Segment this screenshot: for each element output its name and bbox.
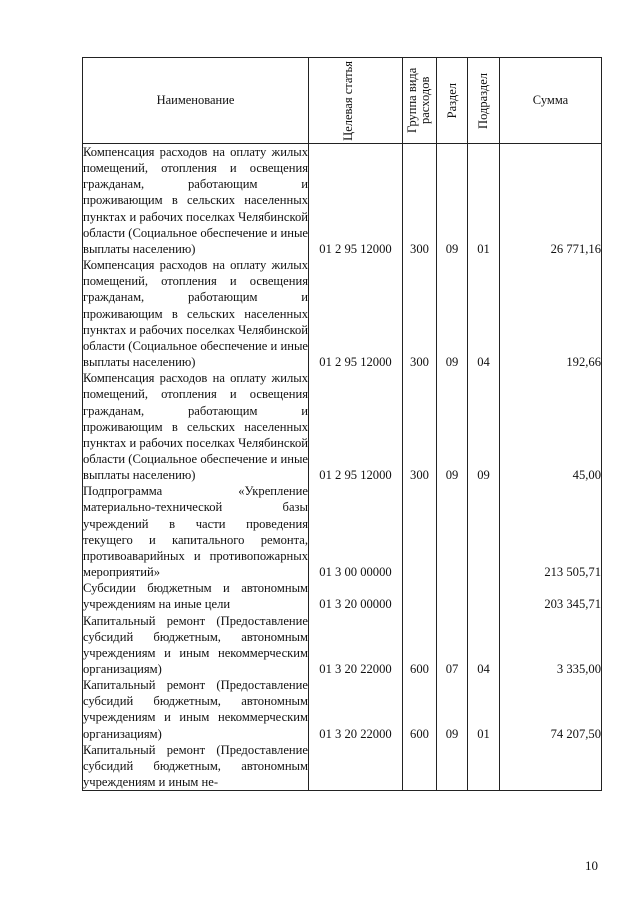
row-target-article: 01 3 00 00000 [309, 483, 403, 580]
row-target-article: 01 3 20 00000 [309, 580, 403, 612]
header-sum: Сумма [500, 58, 602, 144]
row-subsection [468, 580, 500, 612]
row-sum: 192,66 [500, 257, 602, 370]
row-target-article: 01 2 95 12000 [309, 257, 403, 370]
row-section: 07 [437, 613, 468, 678]
row-subsection: 04 [468, 613, 500, 678]
table-row [83, 370, 602, 483]
row-section: 09 [437, 257, 468, 370]
table-row [83, 257, 602, 370]
row-target-article [309, 742, 403, 791]
row-name: Компенсация расходов на оплату жилых помещений, отопления и освещения гражданам, работающим и проживающим в сельских населенных пунктах и рабочих поселках Челябинской области (Социальное обеспечение и иные выплаты населению) [83, 145, 308, 256]
table-row [83, 742, 602, 791]
row-subsection [468, 742, 500, 791]
row-expense-group: 600 [403, 677, 437, 742]
header-name: Наименование [83, 58, 309, 144]
row-subsection: 01 [468, 144, 500, 258]
page-number: 10 [585, 858, 598, 873]
budget-table [82, 57, 602, 791]
row-subsection: 04 [468, 257, 500, 370]
row-section [437, 742, 468, 791]
row-section [437, 580, 468, 612]
header-expense-group [403, 58, 437, 144]
row-expense-group [403, 742, 437, 791]
row-expense-group [403, 483, 437, 580]
table-row [83, 580, 602, 612]
row-sum [500, 742, 602, 791]
header-section-text: Раздел [444, 82, 459, 119]
table-header-row [83, 58, 602, 144]
row-expense-group: 300 [403, 257, 437, 370]
header-section [437, 58, 468, 144]
row-subsection: 01 [468, 677, 500, 742]
row-target-article: 01 2 95 12000 [309, 370, 403, 483]
header-expense-group-text: Группа вида расходов [404, 67, 432, 134]
row-name: Компенсация расходов на оплату жилых помещений, отопления и освещения гражданам, работающим и проживающим в сельских населенных пунктах и рабочих поселках Челябинской области (Социальное обеспечение и иные выплаты населению) [83, 371, 308, 483]
row-sum: 203 345,71 [500, 580, 602, 612]
row-target-article: 01 3 20 22000 [309, 613, 403, 678]
row-expense-group [403, 580, 437, 612]
row-sum: 213 505,71 [500, 483, 602, 580]
header-subsection [468, 58, 500, 144]
row-name: Компенсация расходов на оплату жилых помещений, отопления и освещения гражданам, работающим и проживающим в сельских населенных пунктах и рабочих поселках Челябинской области (Социальное обеспечение и иные выплаты населению) [83, 258, 308, 370]
table-row [83, 677, 602, 742]
row-section [437, 483, 468, 580]
row-target-article: 01 3 20 22000 [309, 677, 403, 742]
row-expense-group: 300 [403, 144, 437, 258]
row-name: Субсидии бюджетным и автономным учреждениям на иные цели [83, 581, 308, 612]
row-sum: 74 207,50 [500, 677, 602, 742]
row-name: Капитальный ремонт (Предоставление субсидий бюджетным, автономным учреждениям и иным не- [83, 742, 308, 790]
table-row [83, 483, 602, 580]
row-section: 09 [437, 370, 468, 483]
row-sum: 3 335,00 [500, 613, 602, 678]
row-subsection [468, 483, 500, 580]
row-expense-group: 300 [403, 370, 437, 483]
row-target-article: 01 2 95 12000 [309, 144, 403, 258]
row-section: 09 [437, 144, 468, 258]
header-target-article [309, 58, 403, 144]
row-sum: 45,00 [500, 370, 602, 483]
row-name: Капитальный ремонт (Предоставление субсидий бюджетным, автономным учреждениям и иным некоммерческим организациям) [83, 613, 308, 676]
header-subsection-text: Подраздел [476, 72, 490, 129]
row-subsection: 09 [468, 370, 500, 483]
row-expense-group: 600 [403, 613, 437, 678]
table-row [83, 144, 602, 258]
row-name: Капитальный ремонт (Предоставление субсидий бюджетным, автономным учреждениям и иным некоммерческим организациям) [83, 678, 308, 741]
table-row [83, 613, 602, 678]
header-target-article-text: Целевая статья [340, 60, 355, 141]
row-name: Подпрограмма «Укрепление материально-технической базы учреждений в части проведения текущего и капитального ремонта, противоаварийных и противопожарных мероприятий» [83, 484, 308, 580]
row-section: 09 [437, 677, 468, 742]
row-sum: 26 771,16 [500, 144, 602, 258]
